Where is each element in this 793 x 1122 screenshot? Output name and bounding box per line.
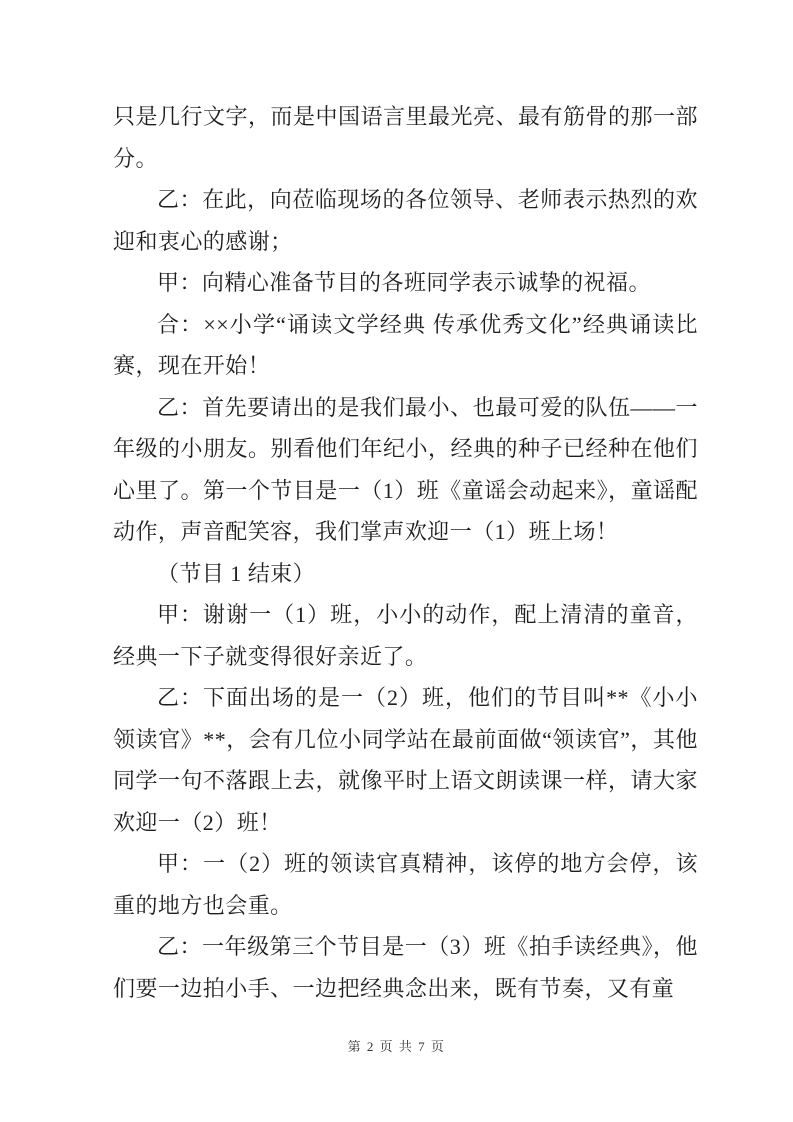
paragraph-yi-welcome: 乙：在此，向莅临现场的各位领导、老师表示热烈的欢迎和衷心的感谢； xyxy=(113,187,698,254)
paragraph-jia-blessing: 甲：向精心准备节目的各班同学表示诚挚的祝福。 xyxy=(157,270,651,295)
paragraph-yi-program2-intro: 乙：下面出场的是一（2）班，他们的节目叫**《小小领读官》**，会有几位小同学站在最前面做“领读官”，其他同学一句不落跟上去，就像平时上语文朗读课一样，请大家欢迎一（2）班！ xyxy=(113,685,698,835)
page-number-footer: 第 2 页 共 7 页 xyxy=(347,1039,446,1054)
paragraph-program1-end-note: （节目 1 结束） xyxy=(157,560,316,586)
paragraph-continuation: 只是几行文字，而是中国语言里最光亮、最有筋骨的那一部分。 xyxy=(113,104,698,171)
paragraph-he-opening: 合：××小学“诵读文学经典 传承优秀文化”经典诵读比赛，现在开始！ xyxy=(113,311,698,378)
document-body xyxy=(113,96,698,1009)
paragraph-jia-program1-comment: 甲：谢谢一（1）班，小小的动作，配上清清的童音，经典一下子就变得很好亲近了。 xyxy=(113,602,698,669)
paragraph-yi-program1-intro: 乙：首先要请出的是我们最小、也最可爱的队伍——一年级的小朋友。别看他们年纪小，经典的种子已经种在他们心里了。第一个节目是一（1）班《童谣会动起来》，童谣配动作，声音配笑容，我们掌声欢迎一（1）班上场！ xyxy=(113,394,698,544)
paragraph-yi-program3-intro: 乙：一年级第三个节目是一（3）班《拍手读经典》，他们要一边拍小手、一边把经典念出来，既有节奏，又有童 xyxy=(113,934,698,1001)
paragraph-jia-program2-comment: 甲：一（2）班的领读官真精神，该停的地方会停，该重的地方也会重。 xyxy=(113,851,698,918)
